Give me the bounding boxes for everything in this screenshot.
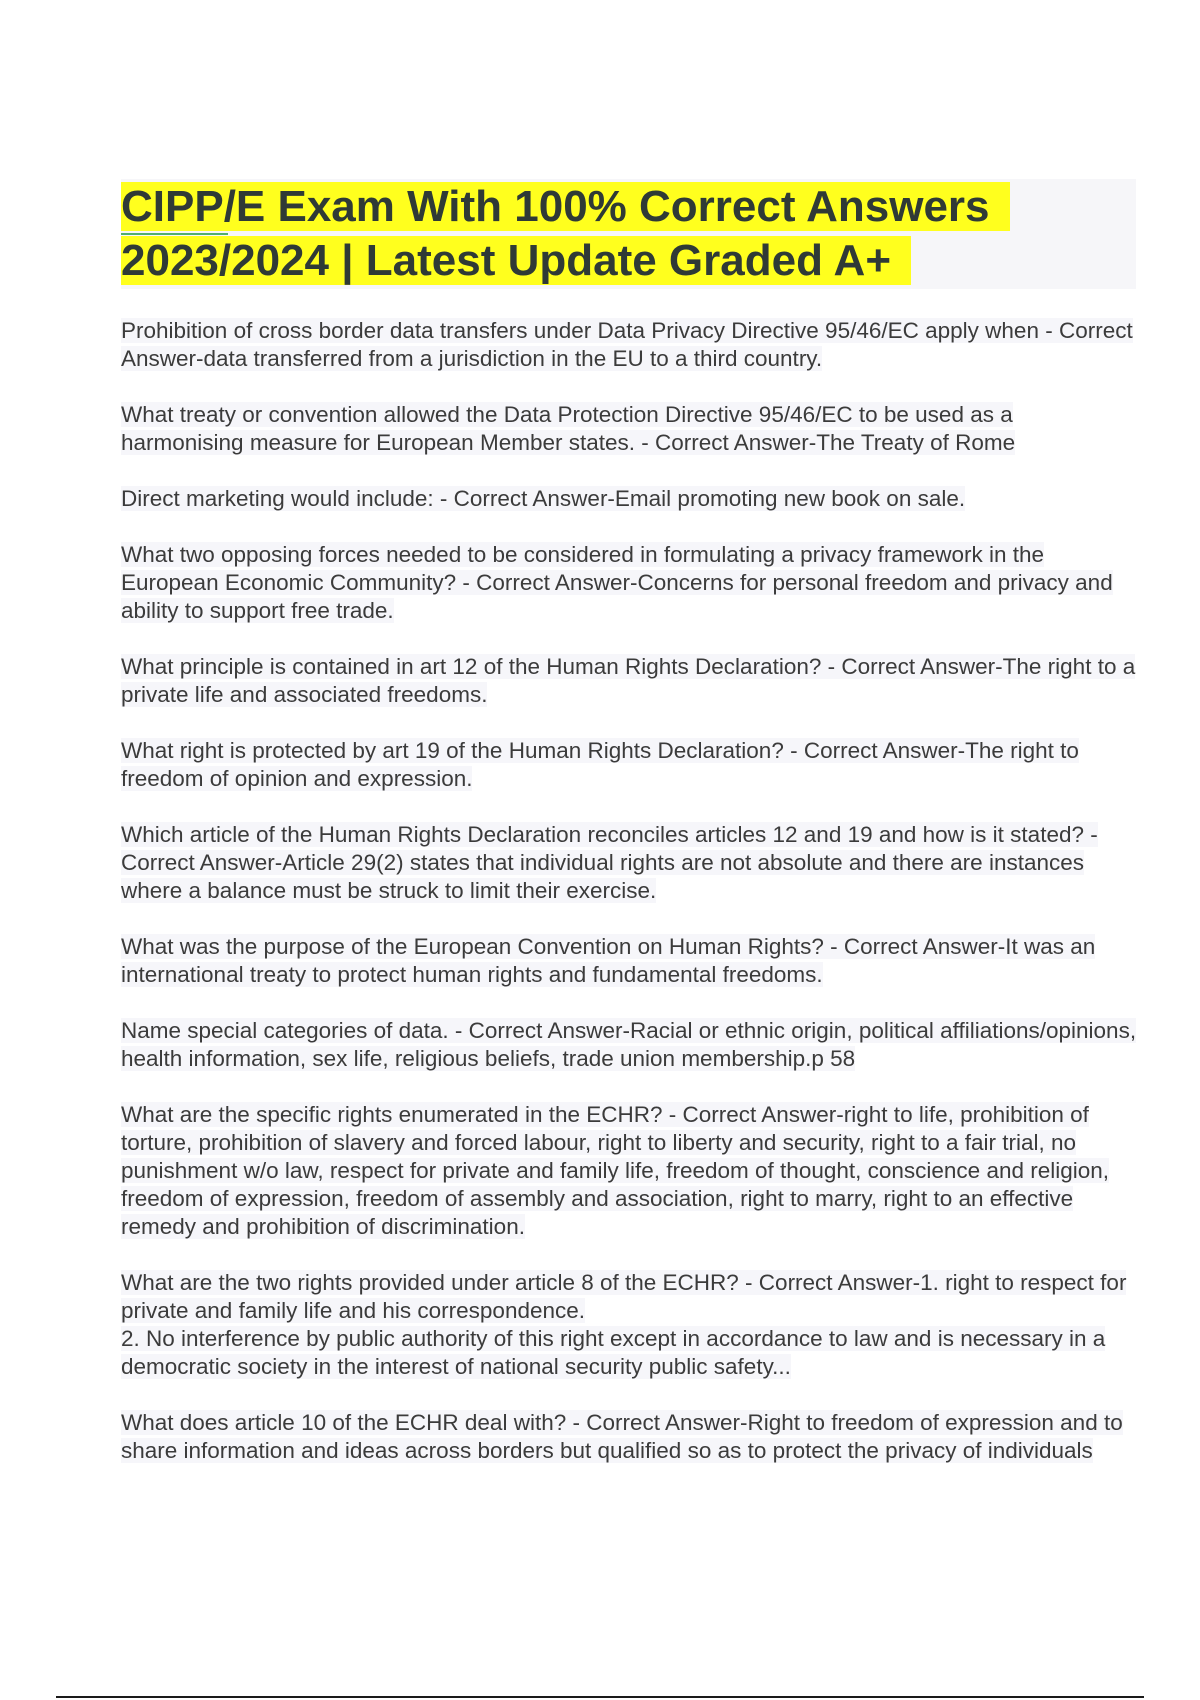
qa-text: What right is protected by art 19 of the Human Rights Declaration? - Correct Answer-The right to freedom of opinion and expression. — [121, 738, 1079, 791]
document-title-line-2 — [121, 234, 911, 288]
qa-item — [121, 653, 1141, 709]
qa-text: Direct marketing would include: - Correct Answer-Email promoting new book on sale. — [121, 486, 966, 511]
qa-text: Name special categories of data. - Correct Answer-Racial or ethnic origin, political affiliations/opinions, health information, sex life, religious beliefs, trade union membership.p 58 — [121, 1018, 1137, 1071]
document-title-line-1 — [121, 180, 1010, 234]
qa-item — [121, 541, 1141, 625]
qa-text: Which article of the Human Rights Declaration reconciles articles 12 and 19 and how is it stated? - Correct Answer-Article 29(2) states that individual rights are not absolute and there are instances where a balance must be struck to limit their exercise. — [121, 822, 1098, 903]
qa-text: What principle is contained in art 12 of the Human Rights Declaration? - Correct Answer-The right to a private life and associated freedoms. — [121, 654, 1136, 707]
qa-item — [121, 485, 1141, 513]
qa-text: What are the two rights provided under article 8 of the ECHR? - Correct Answer-1. right to respect for private and family life and his correspondence. 2. No interference by public authority of this right except in accordance to law and is necessary in a democratic society in the interest of national security public safety... — [121, 1270, 1127, 1379]
qa-text: Prohibition of cross border data transfers under Data Privacy Directive 95/46/EC apply when - Correct Answer-data transferred from a jurisdiction in the EU to a third country. — [121, 318, 1133, 371]
qa-item — [121, 1017, 1141, 1073]
qa-item — [121, 1269, 1141, 1381]
qa-text: What was the purpose of the European Convention on Human Rights? - Correct Answer-It was an international treaty to protect human rights and fundamental freedoms. — [121, 934, 1096, 987]
title-highlight-2: 2023/2024 | Latest Update Graded A+ — [121, 236, 911, 285]
qa-item — [121, 401, 1141, 457]
qa-text: What two opposing forces needed to be considered in formulating a privacy framework in the European Economic Community? - Correct Answer-Concerns for personal freedom and privacy and ability to support free trade. — [121, 542, 1113, 623]
title-highlight-1: CIPP/E Exam With 100% Correct Answers — [121, 182, 1010, 231]
qa-list — [121, 317, 1141, 1493]
qa-item — [121, 821, 1141, 905]
qa-item — [121, 317, 1141, 373]
qa-item — [121, 737, 1141, 793]
qa-item — [121, 1101, 1141, 1241]
qa-text: What does article 10 of the ECHR deal with? - Correct Answer-Right to freedom of expression and to share information and ideas across borders but qualified so as to protect the privacy of individuals — [121, 1410, 1123, 1463]
footer-rule — [56, 1696, 1144, 1698]
qa-text: What are the specific rights enumerated in the ECHR? - Correct Answer-right to life, prohibition of torture, prohibition of slavery and forced labour, right to liberty and security, right to a fair trial, no punishment w/o law, respect for private and family life, freedom of thought, conscience and religion, freedom of expression, freedom of assembly and association, right to marry, right to an effective remedy and prohibition of discrimination. — [121, 1102, 1110, 1239]
qa-item — [121, 933, 1141, 989]
qa-item — [121, 1409, 1141, 1465]
qa-text: What treaty or convention allowed the Data Protection Directive 95/46/EC to be used as a harmonising measure for European Member states. - Correct Answer-The Treaty of Rome — [121, 402, 1016, 455]
